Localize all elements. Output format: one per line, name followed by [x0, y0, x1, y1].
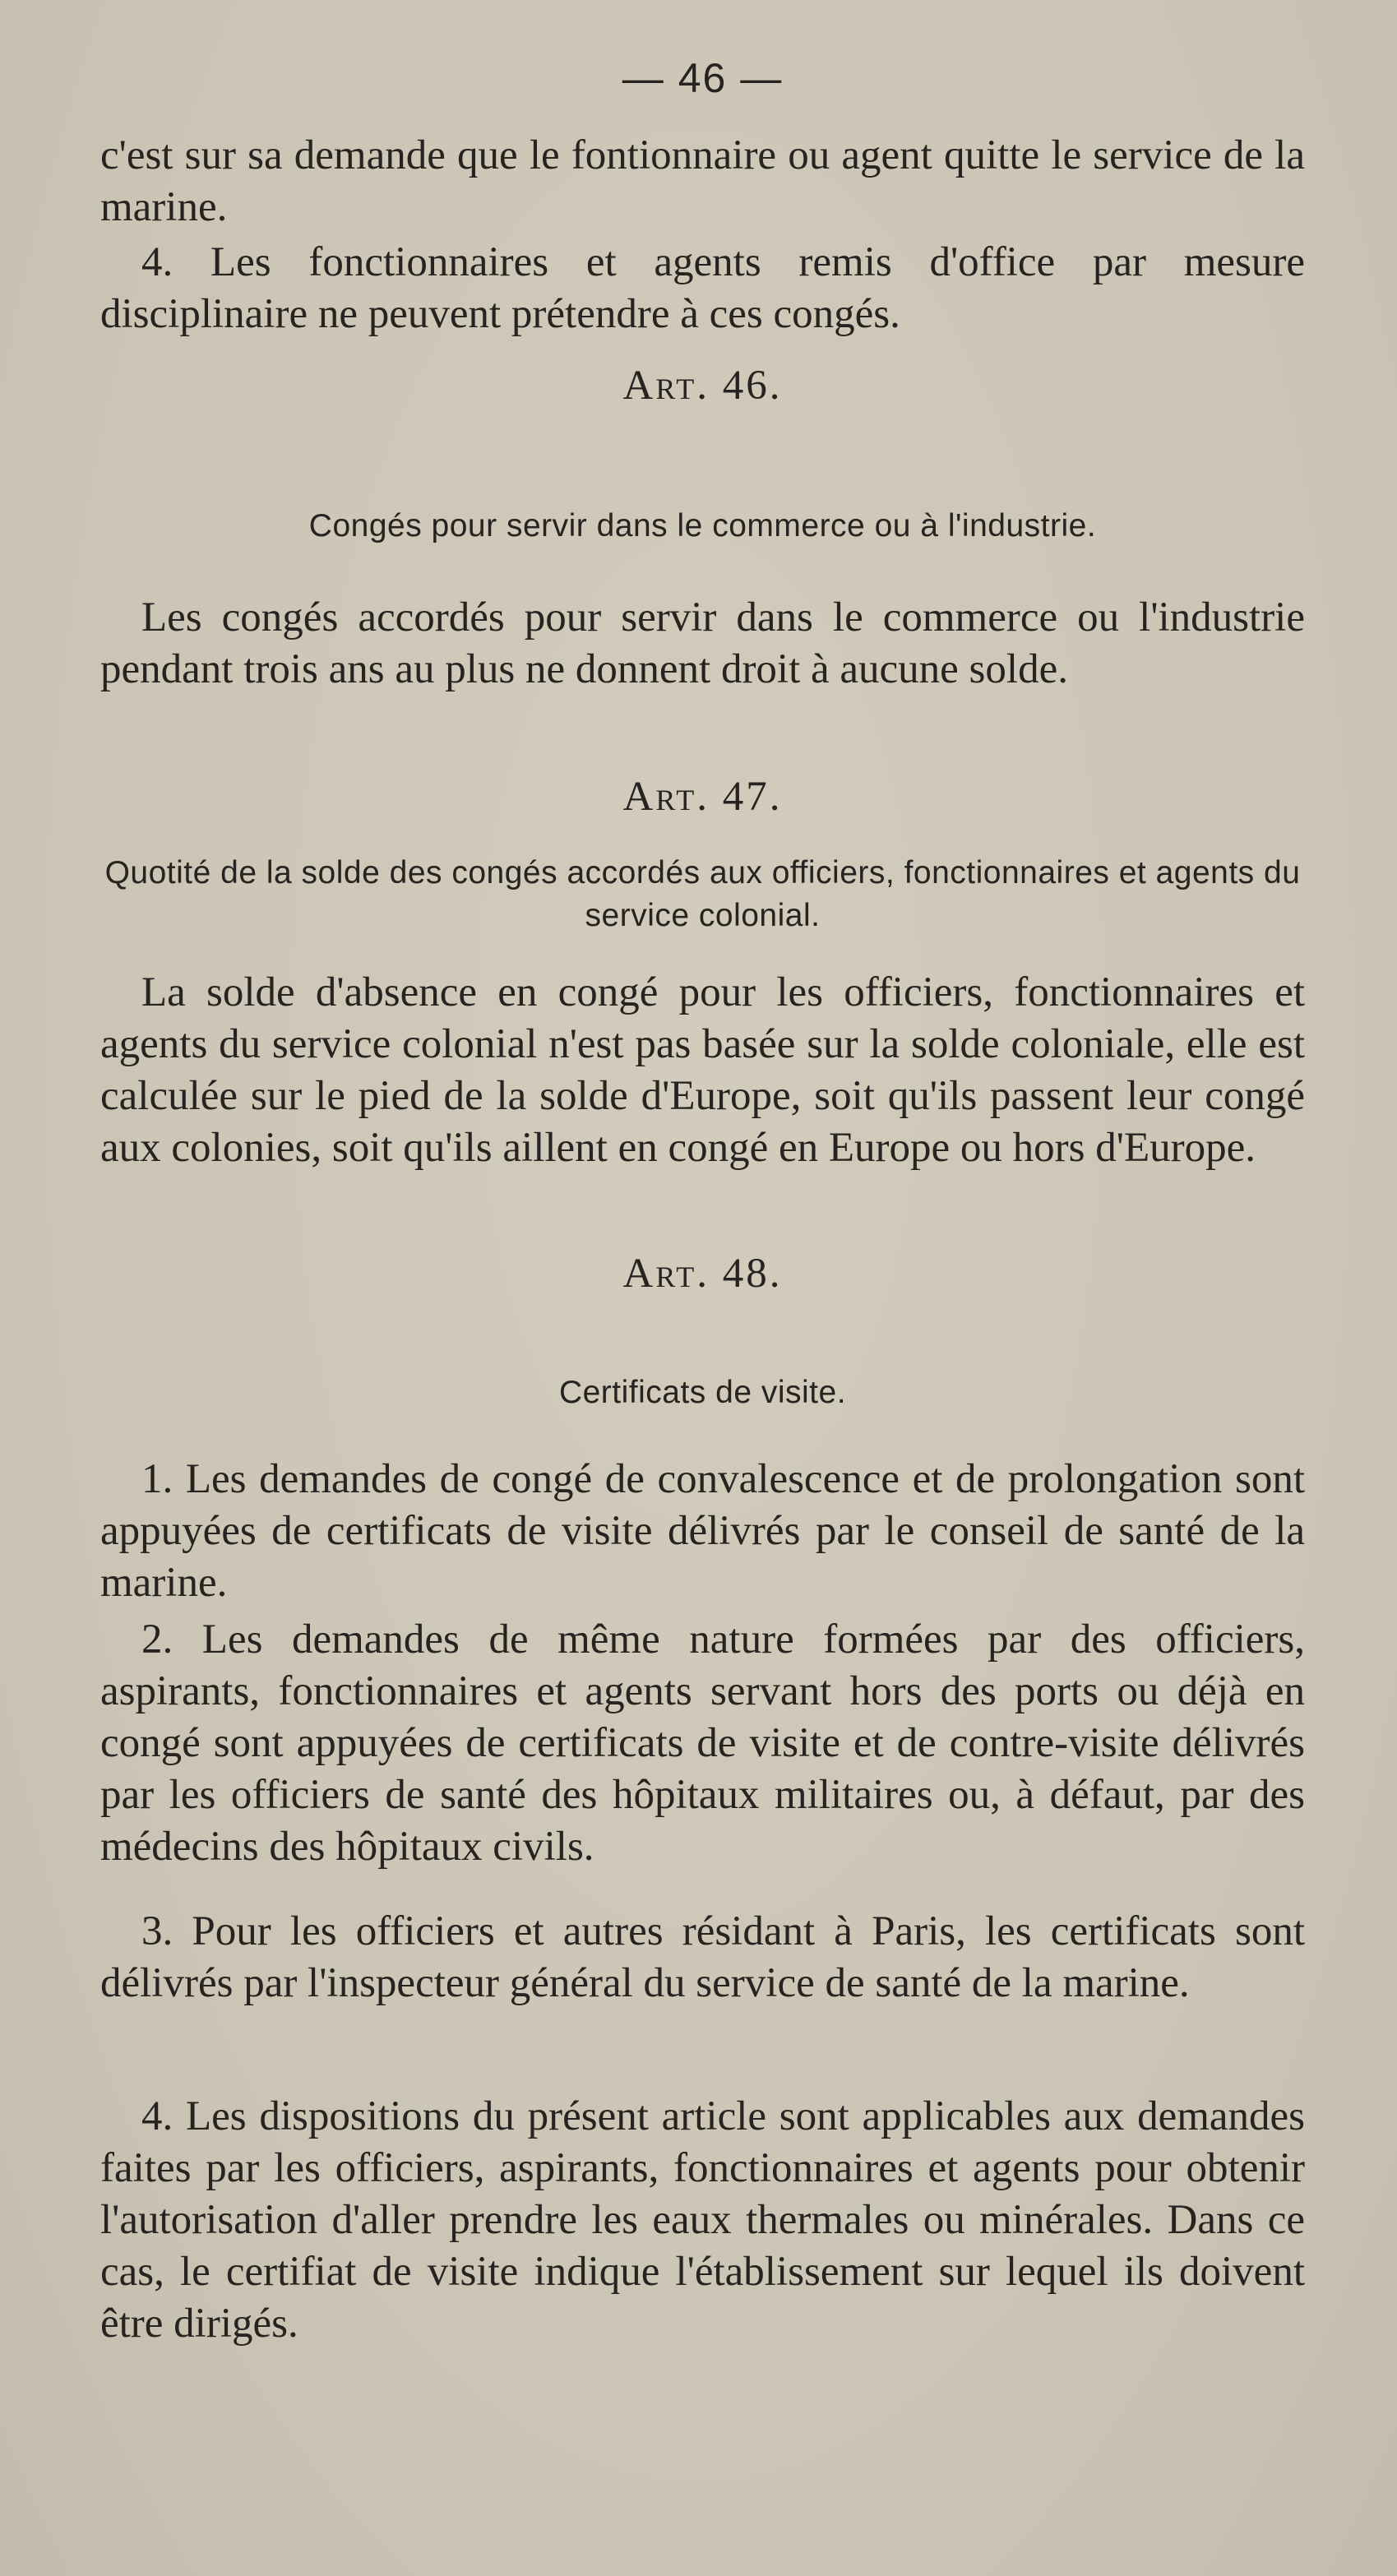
article-subtitle-46: Congés pour servir dans le commerce ou à l'industrie. [308, 508, 1097, 543]
article-heading-46: Art. 46. [622, 363, 783, 409]
paragraph-art48-item-4: 4. Les dispositions du présent article sont applicables aux demandes faites par les officiers, aspirants, fonctionnaires et agents pour obtenir l'autorisation d'aller prendre les eaux thermales ou minérales. Dans ce cas, le certifiat de visite indique l'établissement sur lequel ils doivent être dirigés. [100, 2093, 1305, 2347]
paragraph-continuation: c'est sur sa demande que le fontionnaire ou agent quitte le service de la marine. [100, 132, 1305, 230]
paragraph-art48-item-2: 2. Les demandes de même nature formées par des officiers, aspirants, fonctionnaires et agents servant hors des ports ou déjà en congé sont appuyées de certificats de visite et de contre-visite délivrés par les officiers de santé des hôpitaux militaires ou, à défaut, par des médecins des hôpitaux civils. [100, 1616, 1305, 1870]
article-heading-47: Art. 47. [622, 774, 783, 820]
page-number: — 46 — [622, 55, 784, 101]
article-heading-48: Art. 48. [622, 1251, 783, 1297]
paragraph-art48-item-3: 3. Pour les officiers et autres résidant à Paris, les certificats sont délivrés par l'inspecteur général du service de santé de la marine. [100, 1908, 1305, 2006]
paragraph-art48-item-1: 1. Les demandes de congé de convalescence et de prolongation sont appuyées de certificats de visite délivrés par le conseil de santé de la marine. [100, 1456, 1305, 1606]
paragraph-item-4: 4. Les fonctionnaires et agents remis d'office par mesure disciplinaire ne peuvent prétendre à ces congés. [100, 239, 1305, 337]
article-subtitle-48: Certificats de visite. [558, 1375, 847, 1410]
paragraph-art47: La solde d'absence en congé pour les officiers, fonctionnaires et agents du service colonial n'est pas basée sur la solde coloniale, elle est calculée sur le pied de la solde d'Europe, soit qu'ils passent leur congé aux colonies, soit qu'ils aillent en congé en Europe ou hors d'Europe. [100, 969, 1305, 1171]
paragraph-art46: Les congés accordés pour servir dans le commerce ou l'industrie pendant trois ans au plus ne donnent droit à aucune solde. [100, 594, 1305, 692]
article-subtitle-47: Quotité de la solde des congés accordés aux officiers, fonctionnaires et agents du service colonial. [104, 855, 1301, 933]
